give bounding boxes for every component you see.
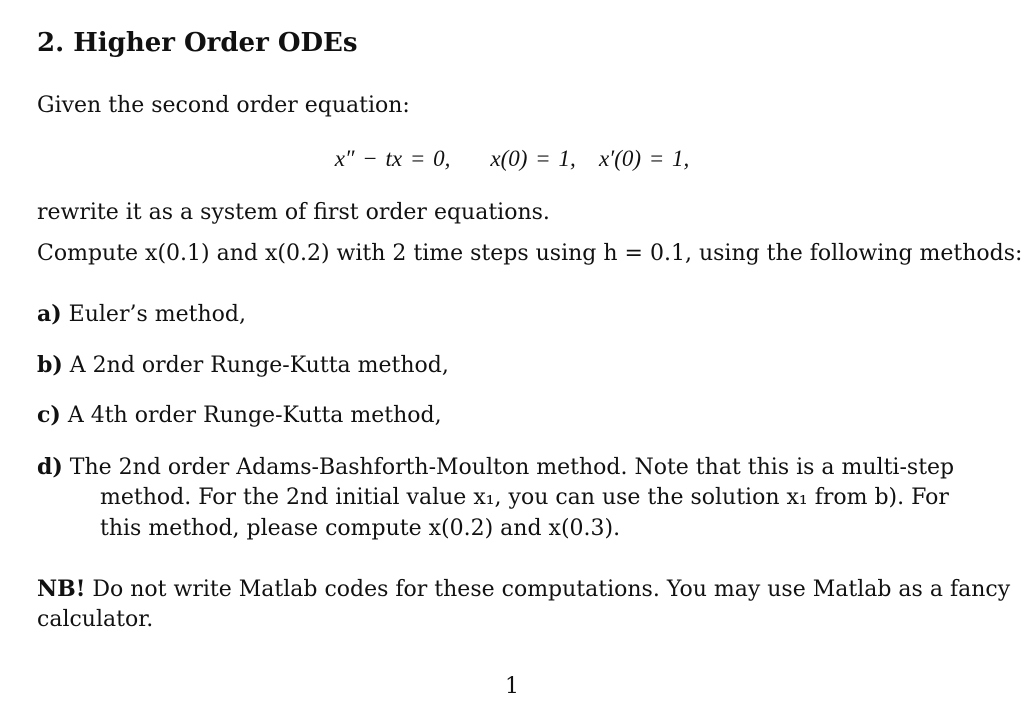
method-label: d)	[37, 454, 63, 480]
method-item-c	[37, 402, 442, 428]
method-label: c)	[37, 402, 61, 428]
method-text-line1: The 2nd order Adams-Bashforth-Moulton method. Note that this is a multi-step	[69, 455, 955, 480]
method-item-d	[37, 454, 954, 480]
ode-equation	[0, 146, 1024, 172]
method-label: b)	[37, 352, 63, 378]
method-text: A 4th order Runge-Kutta method,	[67, 403, 442, 428]
note-line2: calculator.	[37, 607, 154, 632]
note-line1	[37, 576, 1010, 602]
intro-line: Given the second order equation:	[37, 93, 410, 118]
ode-expression: x″ − tx = 0,	[334, 146, 451, 171]
rewrite-instruction: rewrite it as a system of first order equations.	[37, 200, 550, 225]
section-title: 2. Higher Order ODEs	[37, 28, 358, 58]
method-d-line2: method. For the 2nd initial value x₁, you can use the solution x₁ from b). For	[100, 485, 949, 510]
initial-condition-xprime: x′(0) = 1,	[598, 146, 690, 171]
note-label: NB!	[37, 576, 86, 602]
method-label: a)	[37, 301, 62, 327]
method-item-a	[37, 301, 246, 327]
initial-condition-x: x(0) = 1,	[490, 146, 576, 171]
method-text: A 2nd order Runge-Kutta method,	[69, 353, 449, 378]
method-d-line3: this method, please compute x(0.2) and x(0.3).	[100, 516, 621, 541]
compute-instruction: Compute x(0.1) and x(0.2) with 2 time steps using h = 0.1, using the following methods:	[37, 241, 1023, 266]
note-text: Do not write Matlab codes for these computations. You may use Matlab as a fancy	[92, 577, 1011, 602]
page-number: 1	[505, 674, 519, 699]
method-item-b	[37, 352, 449, 378]
method-text: Euler’s method,	[68, 302, 246, 327]
